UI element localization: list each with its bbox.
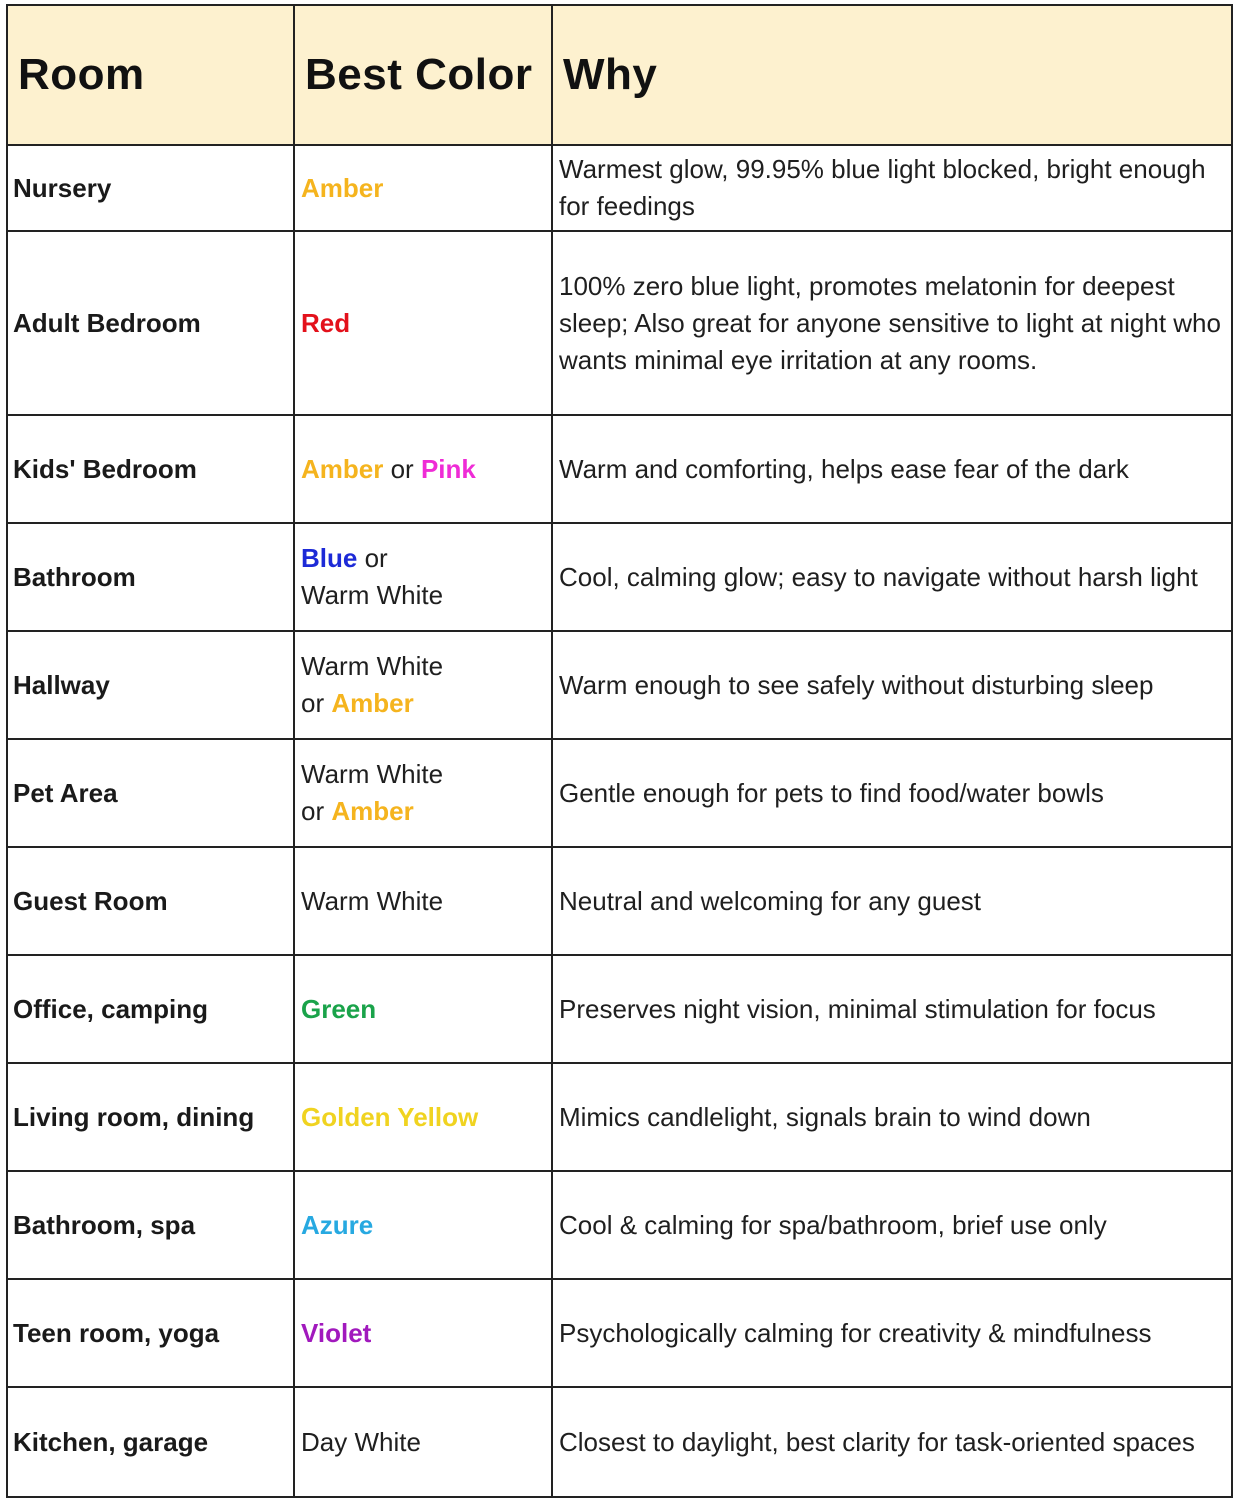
why-cell: Warmest glow, 99.95% blue light blocked, bright enough for feedings <box>551 146 1231 230</box>
best-color-text <box>301 883 443 920</box>
why-cell: Mimics candlelight, signals brain to wind down <box>551 1064 1231 1170</box>
color-name: Violet <box>301 1317 372 1348</box>
table-row <box>8 1280 1231 1388</box>
room-cell: Bathroom, spa <box>13 1209 196 1240</box>
header-room: Room <box>18 50 145 99</box>
best-color-text <box>301 1315 371 1352</box>
color-name: Golden Yellow <box>301 1101 479 1132</box>
table-row <box>8 1064 1231 1172</box>
room-cell: Living room, dining <box>13 1101 255 1132</box>
room-cell: Hallway <box>13 669 110 700</box>
color-connector-text: Day White <box>301 1426 421 1457</box>
color-name: Azure <box>301 1209 374 1240</box>
best-color-cell <box>293 416 551 522</box>
best-color-cell <box>293 1064 551 1170</box>
best-color-text <box>301 170 383 207</box>
color-connector-text: or <box>357 543 388 573</box>
room-color-table <box>6 4 1233 1498</box>
best-color-text <box>301 1424 421 1461</box>
best-color-cell <box>293 848 551 954</box>
color-connector-text: or <box>383 453 421 484</box>
best-color-text <box>301 1207 373 1244</box>
color-connector-text: Warm White <box>301 885 444 916</box>
why-cell: Psychologically calming for creativity & mindfulness <box>551 1280 1231 1386</box>
room-cell: Nursery <box>13 172 112 203</box>
color-connector-text: Warm White <box>301 759 444 789</box>
why-cell: Preserves night vision, minimal stimulation for focus <box>551 956 1231 1062</box>
best-color-cell <box>293 632 551 738</box>
room-cell: Kitchen, garage <box>13 1426 209 1457</box>
best-color-cell <box>293 232 551 414</box>
why-cell: 100% zero blue light, promotes melatonin for deepest sleep; Also great for anyone sensitive to light at night who wants minimal eye irritation at any rooms. <box>551 232 1231 414</box>
best-color-text <box>301 1099 478 1136</box>
best-color-cell <box>293 1388 551 1496</box>
why-cell: Warm enough to see safely without disturbing sleep <box>551 632 1231 738</box>
table-row <box>8 740 1231 848</box>
table-row <box>8 232 1231 416</box>
color-name: Amber <box>301 172 384 203</box>
room-cell: Teen room, yoga <box>13 1317 220 1348</box>
color-name: Green <box>301 993 377 1024</box>
best-color-cell <box>293 1172 551 1278</box>
best-color-cell <box>293 524 551 630</box>
best-color-text <box>301 451 476 488</box>
table-row <box>8 416 1231 524</box>
room-cell: Adult Bedroom <box>13 307 201 338</box>
color-name: Red <box>301 307 351 338</box>
best-color-text <box>301 648 443 722</box>
table-row <box>8 1172 1231 1280</box>
color-connector-text: Warm White <box>301 580 444 610</box>
best-color-text <box>301 991 376 1028</box>
color-connector-text: or <box>301 688 332 718</box>
best-color-cell <box>293 740 551 846</box>
why-cell: Cool & calming for spa/bathroom, brief use only <box>551 1172 1231 1278</box>
why-cell: Cool, calming glow; easy to navigate without harsh light <box>551 524 1231 630</box>
room-cell: Office, camping <box>13 993 209 1024</box>
color-name: Pink <box>420 453 476 484</box>
why-cell: Neutral and welcoming for any guest <box>551 848 1231 954</box>
room-cell: Guest Room <box>13 885 168 916</box>
best-color-cell <box>293 956 551 1062</box>
why-cell: Warm and comforting, helps ease fear of the dark <box>551 416 1231 522</box>
table-header-row <box>8 6 1231 146</box>
header-why: Why <box>551 6 1231 144</box>
table-row <box>8 956 1231 1064</box>
room-cell: Bathroom <box>13 561 136 592</box>
room-cell: Pet Area <box>13 777 118 808</box>
color-name: Amber <box>331 688 414 718</box>
best-color-cell <box>293 146 551 230</box>
color-connector-text: Warm White <box>301 651 444 681</box>
header-best-color: Best Color <box>293 6 551 144</box>
table-body <box>8 146 1231 1496</box>
table-row <box>8 524 1231 632</box>
best-color-text <box>301 305 350 342</box>
table-row <box>8 146 1231 232</box>
table-row <box>8 848 1231 956</box>
best-color-cell <box>293 1280 551 1386</box>
best-color-text <box>301 756 443 830</box>
table-row <box>8 632 1231 740</box>
color-name: Amber <box>301 453 384 484</box>
color-connector-text: or <box>301 796 332 826</box>
why-cell: Closest to daylight, best clarity for task-oriented spaces <box>551 1388 1231 1496</box>
best-color-text <box>301 540 443 614</box>
room-cell: Kids' Bedroom <box>13 453 197 484</box>
table-row <box>8 1388 1231 1496</box>
color-name: Blue <box>301 543 358 573</box>
why-cell: Gentle enough for pets to find food/water bowls <box>551 740 1231 846</box>
color-name: Amber <box>331 796 414 826</box>
